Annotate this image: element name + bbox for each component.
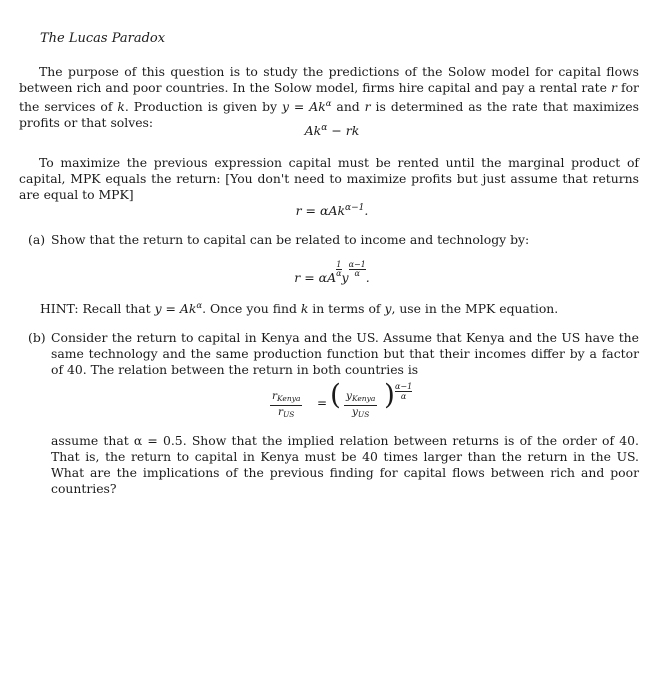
equation-part-a: r = αA $\frac{1}{\alpha}y$ $\frac{\alpha-1}{\alpha}$. [294, 260, 370, 285]
intro-text: The purpose of this question is to study the predictions of the Solow model for capital flows between rich and poor countries. In the Solow model, firms hire capital and pay a rental rate r for the services of k. Production is given by $y = Ak^\alpha$ and r is determined as the rate that maximizes profits or that solves: [19, 64, 639, 131]
rhs-fraction: $y_{Kenya}$ $y_{US}$ [346, 390, 376, 419]
equation-profit: $Ak^\alpha$ − rk [304, 123, 360, 139]
part-a-text: Show that the return to capital can be related to income and technology by: [51, 232, 530, 247]
part-b-text: Consider the return to capital in Kenya and the US. Assume that Kenya and the US have the same technology and the same production function but that their incomes differ by a factor of 40. The relation between the return in both countries is [51, 330, 639, 377]
intro-paragraph [19, 64, 639, 131]
part-b-continuation: assume that α = 0.5. Show that the implied relation between returns is of the order of 40. That is, the return to capital in Kenya must be 40 times larger than the return in the US. What are the implications of the previous finding for capital flows between rich and poor countries? [51, 433, 639, 496]
lhs-fraction: $r_{Kenya}$ $r_{US}$ [272, 390, 301, 419]
equation-mpk: r = αAk$^{\alpha-1}$. [295, 203, 369, 219]
part-b-label: (b) [28, 330, 46, 345]
equation-part-b: $r_{Kenya}$ $r_{US}$ = ( $y_{Kenya}$ $y_{US}$ ) α−1 α [272, 378, 413, 419]
part-a-label: (a) [28, 232, 46, 247]
hint-paragraph: HINT: Recall that $y = Ak^\alpha$. Once you find k in terms of y, use in the MPK equation. [40, 301, 559, 317]
mpk-paragraph: To maximize the previous expression capital must be rented until the marginal product of capital, MPK equals the return: [You don't need to maximize profits but just assume that returns are equal to MPK] [19, 155, 639, 202]
document-title: The Lucas Paradox [40, 31, 166, 46]
rhs-exponent: α−1 α [395, 382, 413, 401]
